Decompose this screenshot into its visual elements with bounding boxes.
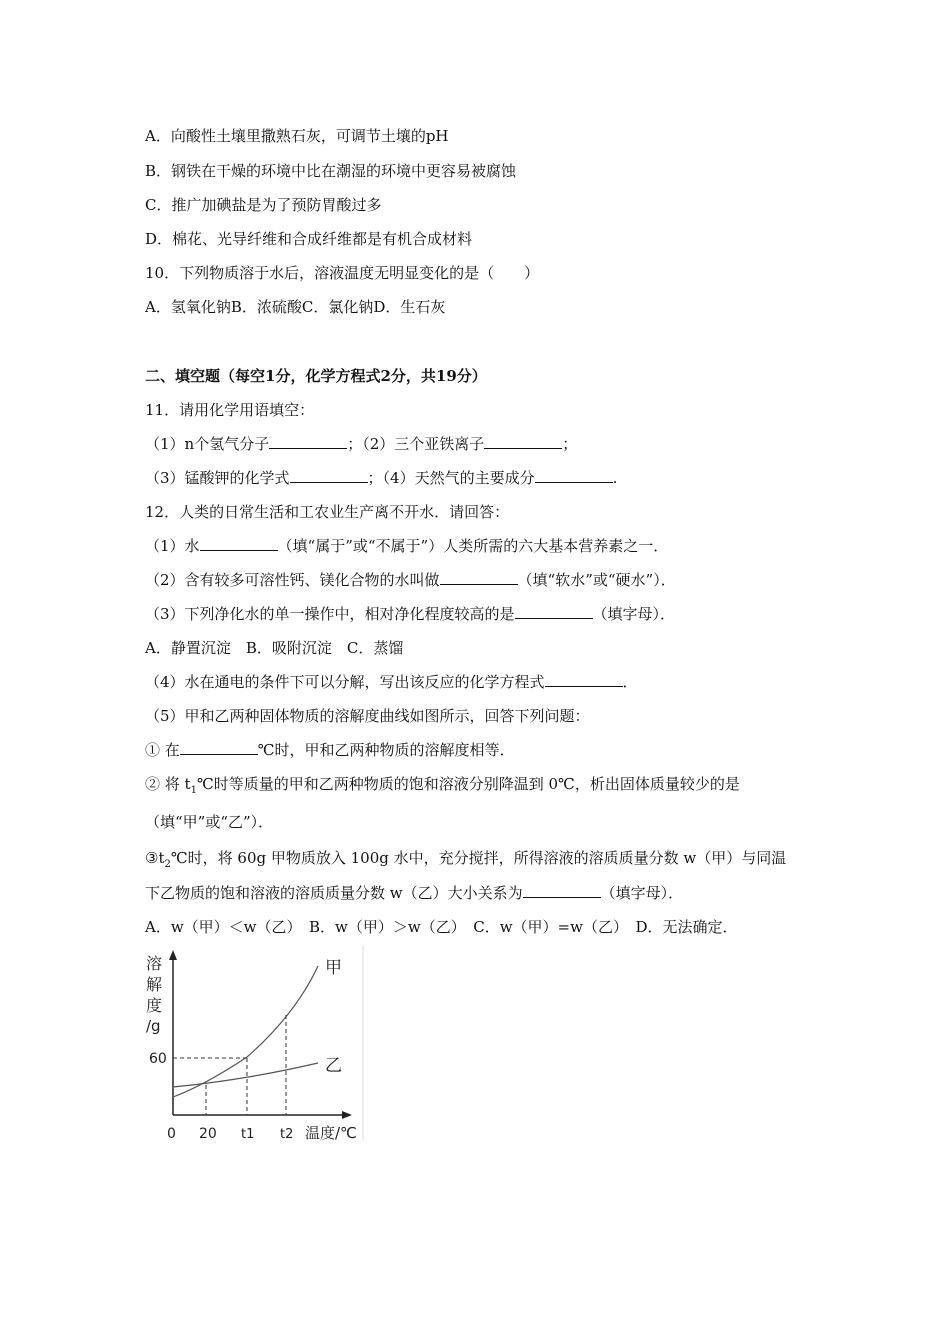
text: ． — [622, 673, 638, 691]
solubility-figure — [145, 945, 365, 1145]
q12-sub4 — [145, 672, 638, 692]
x-tick-t1: t1 — [241, 1127, 255, 1142]
answer-blank[interactable] — [269, 434, 347, 449]
y-axis-arrow-icon — [169, 950, 177, 960]
q12-sub3 — [145, 604, 675, 624]
q9-option-a: A．向酸性土壤里撒熟石灰，可调节土壤的pH — [145, 127, 449, 145]
y-label-4: /g — [146, 1017, 161, 1035]
text: ；（2）三个亚铁离子 — [347, 435, 485, 453]
y-tick-60: 60 — [149, 1051, 167, 1067]
q12-stem: 12．人类的日常生活和工农业生产离不开水．请回答： — [145, 503, 510, 521]
text: ℃时，甲和乙两种物质的溶解度相等． — [257, 741, 515, 759]
q12-c2-cont: （填“甲”或“乙”）． — [145, 813, 274, 831]
y-label-2: 解 — [146, 975, 163, 994]
text: 下乙物质的饱和溶液的溶质质量分数 w（乙）大小关系为 — [145, 884, 523, 902]
text: （填“属于”或“不属于”）人类所需的六大基本营养素之一． — [277, 537, 669, 555]
q11-line1 — [145, 434, 577, 454]
text: （2）含有较多可溶性钙、镁化合物的水叫做 — [145, 571, 440, 589]
x-tick-t2: t2 — [280, 1127, 294, 1142]
q10-options: A．氢氧化钠B．浓硫酸C．氯化钠D．生石灰 — [145, 298, 446, 316]
x-tick-0: 0 — [167, 1126, 176, 1142]
answer-blank[interactable] — [545, 672, 623, 687]
section-title: 二、填空题（每空1分，化学方程式2分，共19分） — [145, 367, 487, 385]
answer-blank[interactable] — [523, 883, 601, 898]
q12-sub1 — [145, 536, 668, 556]
q12-sub5: （5）甲和乙两种固体物质的溶解度曲线如图所示，回答下列问题： — [145, 707, 590, 725]
q9-option-b: B．钢铁在干燥的环境中比在潮湿的环境中更容易被腐蚀 — [145, 162, 517, 180]
subscript: 2 — [164, 859, 171, 870]
q12-c3 — [145, 848, 786, 875]
text: （1）水 — [145, 537, 200, 555]
series-label-jia: 甲 — [325, 958, 342, 978]
y-label-1: 溶 — [146, 954, 163, 973]
answer-blank[interactable] — [200, 536, 278, 551]
q12-c1 — [145, 740, 515, 760]
q12-c2 — [145, 774, 740, 801]
text: ；（4）天然气的主要成分 — [367, 469, 535, 487]
text: ； — [562, 435, 578, 453]
q9-option-d: D．棉花、光导纤维和合成纤维都是有机合成材料 — [145, 230, 473, 248]
text: ℃时，将 60g 甲物质放入 100g 水中，充分搅拌，所得溶液的溶质质量分数 w（甲）与同温 — [170, 849, 787, 867]
answer-blank[interactable] — [180, 740, 258, 755]
q12-sub3-options: A．静置沉淀 B．吸附沉淀 C．蒸馏 — [145, 639, 404, 657]
q11-line2 — [145, 468, 617, 488]
y-label-3: 度 — [146, 996, 163, 1015]
text: （填“软水”或“硬水”）． — [517, 571, 676, 589]
x-axis-label: 温度/℃ — [305, 1124, 357, 1142]
series-label-yi: 乙 — [325, 1056, 342, 1076]
q11-stem: 11．请用化学用语填空： — [145, 401, 315, 419]
answer-blank[interactable] — [535, 468, 613, 483]
curve-yi — [173, 1063, 318, 1087]
text: （填字母）． — [592, 605, 676, 623]
q10-stem: 10．下列物质溶于水后，溶液温度无明显变化的是（ ） — [145, 264, 540, 282]
q9-option-c: C．推广加碘盐是为了预防胃酸过多 — [145, 196, 382, 214]
subscript: 1 — [190, 785, 197, 796]
text: ② 将 t — [145, 775, 191, 793]
answer-blank[interactable] — [290, 468, 368, 483]
text: ③t — [145, 849, 165, 867]
x-axis-arrow-icon — [342, 1111, 352, 1119]
q12-c3-options: A．w（甲）＜w（乙） B．w（甲）＞w（乙） C．w（甲）=w（乙） D．无法确定． — [145, 918, 738, 936]
q12-c3-cont — [145, 883, 683, 903]
answer-blank[interactable] — [440, 570, 518, 585]
text: （4）水在通电的条件下可以分解，写出该反应的化学方程式 — [145, 673, 545, 691]
answer-blank[interactable] — [484, 434, 562, 449]
x-tick-20: 20 — [199, 1126, 217, 1142]
text: ① 在 — [145, 741, 180, 759]
text: （3）下列净化水的单一操作中，相对净化程度较高的是 — [145, 605, 515, 623]
text: （填字母）． — [600, 884, 684, 902]
text: （3）锰酸钾的化学式 — [145, 469, 290, 487]
text: （1）n个氢气分子 — [145, 435, 270, 453]
q12-sub2 — [145, 570, 676, 590]
text: ℃时等质量的甲和乙两种物质的饱和溶液分别降温到 0℃，析出固体质量较少的是 — [196, 775, 740, 793]
answer-blank[interactable] — [515, 604, 593, 619]
text: . — [612, 469, 618, 487]
